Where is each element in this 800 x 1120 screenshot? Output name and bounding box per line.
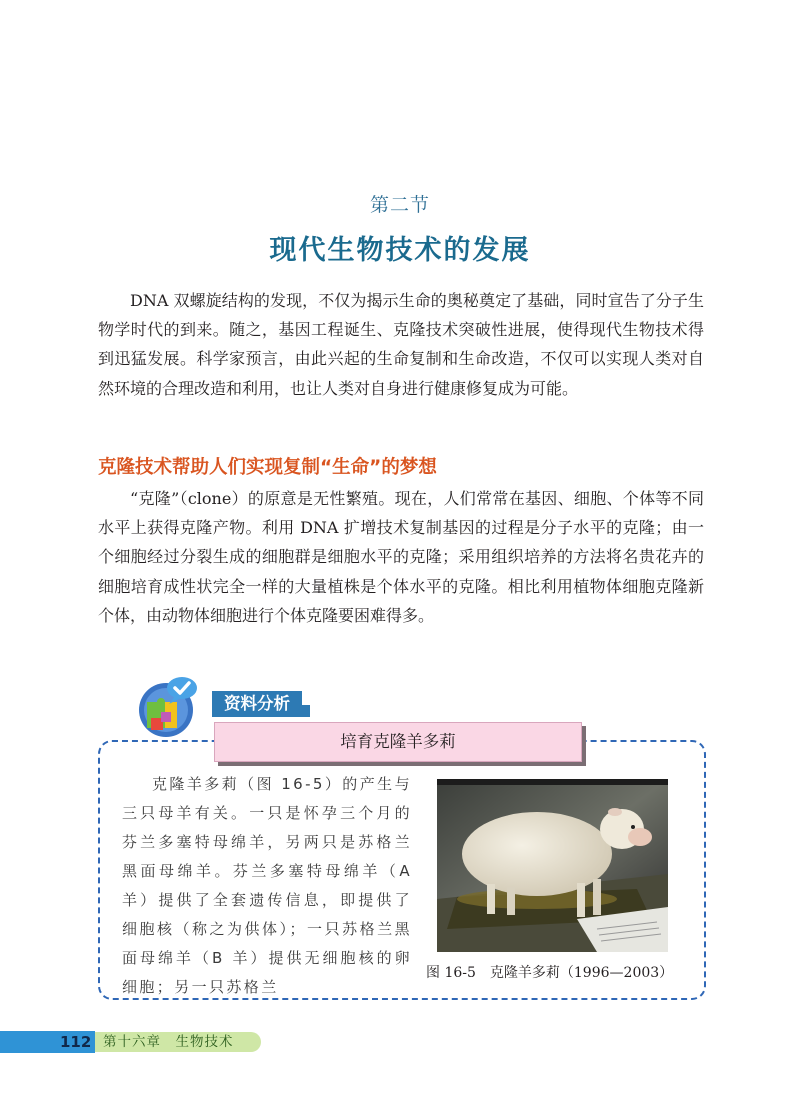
chapter-label: 第十六章 生物技术 — [103, 1034, 234, 1050]
data-analysis-text: 克隆羊多莉（图 16-5）的产生与三只母羊有关。一只是怀孕三个月的芬兰多塞特母绵羊，另两只是苏格兰黑面母绵羊。芬兰多塞特母绵羊（A 羊）提供了全套遗传信息，即提供了细胞核（称之为供体）；一只苏格兰黑面母绵羊（B 羊）提供无细胞核的卵细胞；另一只苏格兰 — [122, 775, 412, 996]
section-title: 现代生物技术的发展 — [269, 235, 531, 266]
page-number: 112 — [60, 1033, 92, 1051]
figure-caption: 图 16-5 克隆羊多莉（1996—2003） — [426, 965, 674, 981]
data-analysis-title: 培育克隆羊多莉 — [214, 722, 582, 762]
section-number: 第二节 — [369, 194, 430, 216]
puzzle-checkmark-icon — [135, 672, 201, 738]
cloning-heading: 克隆技术帮助人们实现复制“生命”的梦想 — [98, 457, 437, 478]
dolly-sheep-photo — [437, 779, 668, 952]
data-analysis-label: 资料分析 — [212, 691, 302, 717]
cloning-paragraph: “克隆”（clone）的原意是无性繁殖。现在，人们常常在基因、细胞、个体等不同水平上获得克隆产物。利用 DNA 扩增技术复制基因的过程是分子水平的克隆；由一个细胞经过分裂生成的细胞群是细胞水平的克隆；采用组织培养的方法将名贵花卉的细胞培育成性状完全一样的大量植株是个体水平的克隆。相比利用植物体细胞克隆新个体，由动物体细胞进行个体克隆要困难得多。 — [98, 489, 704, 625]
intro-paragraph: DNA 双螺旋结构的发现，不仅为揭示生命的奥秘奠定了基础，同时宣告了分子生物学时代的到来。随之，基因工程诞生、克隆技术突破性进展，使得现代生物技术得到迅猛发展。科学家预言，由此兴起的生命复制和生命改造，不仅可以实现人类对自然环境的合理改造和利用，也让人类对自身进行健康修复成为可能。 — [98, 291, 704, 398]
